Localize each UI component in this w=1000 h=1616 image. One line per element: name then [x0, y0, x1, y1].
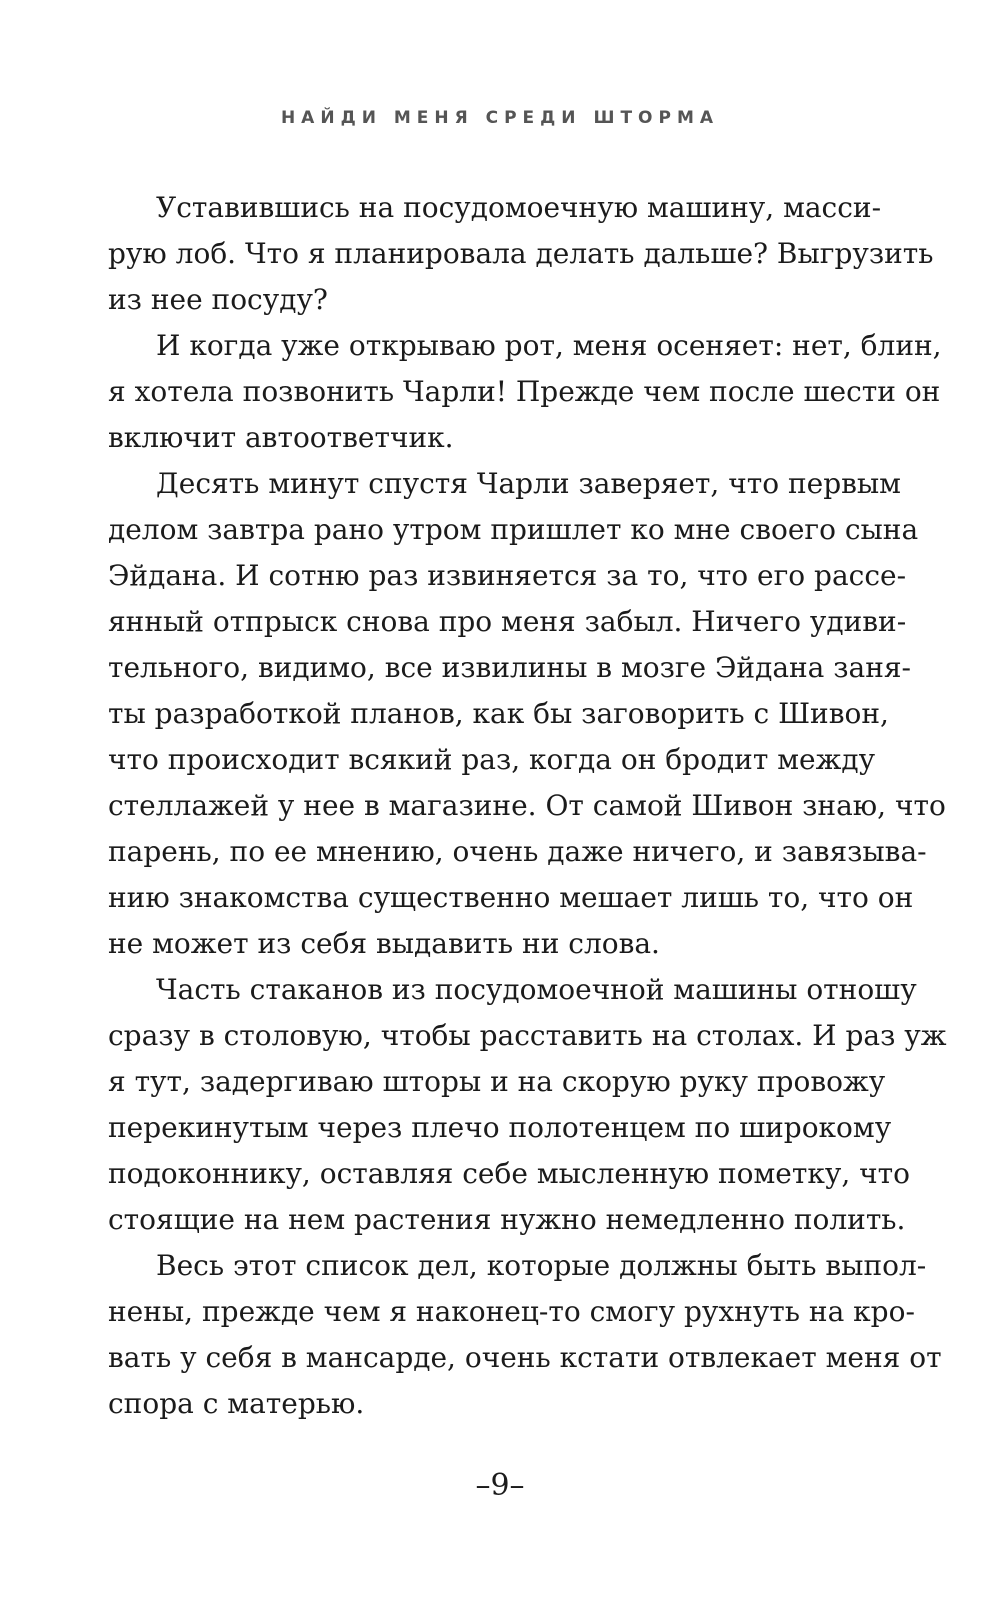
body-text	[108, 185, 947, 1427]
text-line: не может из себя выдавить ни слова.	[108, 927, 660, 960]
page-number: –9–	[475, 1468, 525, 1503]
text-line: Эйдана. И сотню раз извиняется за то, что его рассе-	[108, 559, 907, 592]
text-line: подоконнику, оставляя себе мысленную пометку, что	[108, 1157, 910, 1190]
paragraph	[108, 185, 934, 323]
text-line: нены, прежде чем я наконец-то смогу рухнуть на кро-	[108, 1295, 915, 1328]
text-line: янный отпрыск снова про меня забыл. Ничего удиви-	[108, 605, 907, 638]
text-line: вать у себя в мансарде, очень кстати отвлекает меня от	[108, 1341, 942, 1374]
paragraph	[108, 1243, 942, 1427]
text-line: стоящие на нем растения нужно немедленно полить.	[108, 1203, 906, 1236]
text-line: ты разработкой планов, как бы заговорить с Шивон,	[108, 697, 889, 730]
text-line: сразу в столовую, чтобы расставить на столах. И раз уж	[108, 1019, 947, 1052]
text-line: тельного, видимо, все извилины в мозге Эйдана заня-	[108, 651, 912, 684]
text-line: рую лоб. Что я планировала делать дальше? Выгрузить	[108, 237, 934, 270]
text-line: делом завтра рано утром пришлет ко мне своего сына	[108, 513, 919, 546]
text-line: я хотела позвонить Чарли! Прежде чем после шести он	[108, 375, 941, 408]
text-line: я тут, задергиваю шторы и на скорую руку провожу	[108, 1065, 886, 1098]
paragraph	[108, 967, 947, 1243]
text-line: Десять минут спустя Чарли заверяет, что первым	[156, 467, 901, 500]
text-line: что происходит всякий раз, когда он бродит между	[108, 743, 876, 776]
text-line: парень, по ее мнению, очень даже ничего, и завязыва-	[108, 835, 927, 868]
paragraph	[108, 323, 942, 461]
text-line: перекинутым через плечо полотенцем по широкому	[108, 1111, 892, 1144]
text-line: из нее посуду?	[108, 283, 328, 316]
text-line: нию знакомства существенно мешает лишь то, что он	[108, 881, 914, 914]
text-line: включит автоответчик.	[108, 421, 454, 454]
text-line: Часть стаканов из посудомоечной машины отношу	[156, 973, 917, 1006]
text-line: стеллажей у нее в магазине. От самой Шивон знаю, что	[108, 789, 946, 822]
paragraph	[108, 461, 946, 967]
running-header: НАЙДИ МЕНЯ СРЕДИ ШТОРМА	[280, 108, 720, 128]
text-line: Уставившись на посудомоечную машину, масси-	[156, 191, 882, 224]
text-line: Весь этот список дел, которые должны быть выпол-	[156, 1249, 927, 1282]
text-line: спора с матерью.	[108, 1387, 365, 1420]
text-line: И когда уже открываю рот, меня осеняет: нет, блин,	[156, 329, 942, 362]
